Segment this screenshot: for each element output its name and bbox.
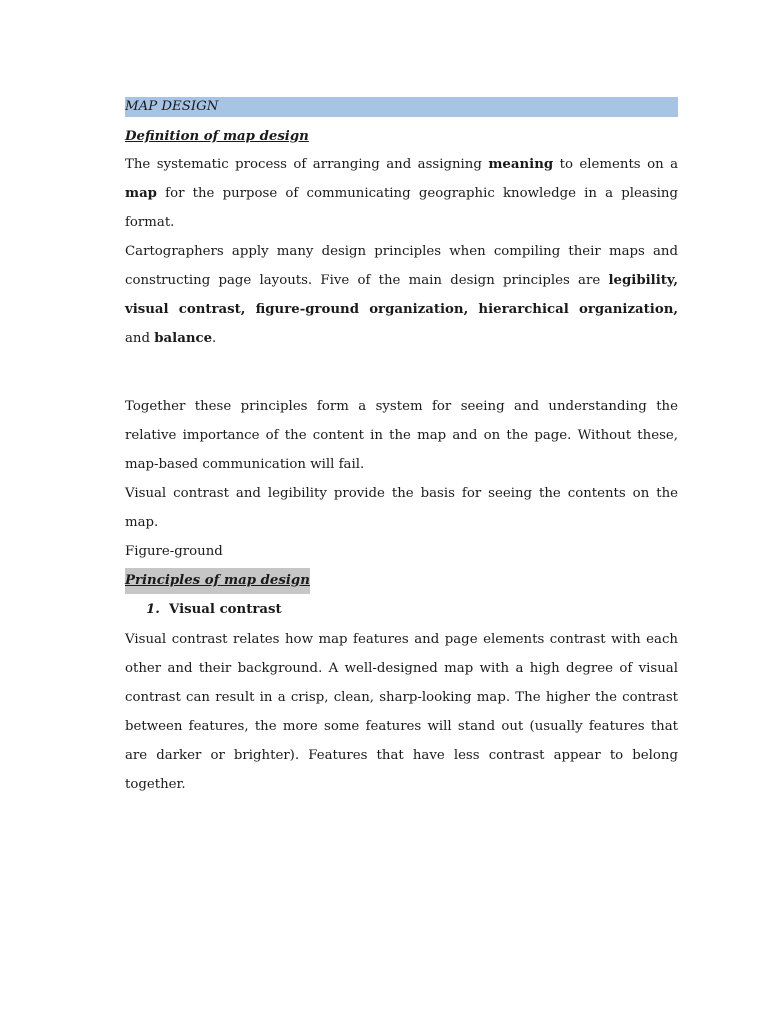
numbered-item-visual-contrast (146, 595, 678, 624)
bold-run-meaning: meaning (488, 157, 554, 172)
text-run: to elements on a (553, 157, 679, 172)
text-run: The systematic process of arranging and assigning (125, 157, 489, 172)
list-number: 1. (146, 602, 160, 617)
text-run: and (125, 331, 155, 346)
principles-heading: Principles of map design (125, 568, 310, 594)
bold-run-principles: legibility, visual contrast, figure-ground organization, hierarchical organization, (125, 273, 678, 317)
principles-intro-paragraph (125, 237, 678, 353)
system-paragraph: Together these principles form a system for seeing and understanding the relative importance of the content in the map and on the page. Without these, map-based communication will fail. (125, 399, 678, 472)
paragraph-spacer (125, 353, 678, 392)
definition-paragraph (125, 150, 678, 237)
bold-run-map: map (125, 186, 157, 201)
list-item-label: Visual contrast (169, 602, 282, 617)
figure-ground-line: Figure-ground (125, 544, 223, 559)
document-title: MAP DESIGN (125, 97, 678, 117)
document-body (125, 97, 678, 799)
text-run: for the purpose of communicating geographic knowledge in a pleasing format. (125, 186, 678, 230)
bold-run-balance: balance (154, 331, 213, 346)
contrast-legibility-paragraph: Visual contrast and legibility provide the basis for seeing the contents on the map. (125, 486, 678, 530)
visual-contrast-paragraph: Visual contrast relates how map features and page elements contrast with each other and their background. A well-designed map with a high degree of visual contrast can result in a crisp, clean, sharp-looking map. The higher the contrast between features, the more some features will stand out (usually features that are darker or brighter). Features that have less contrast appear to belong together. (125, 632, 678, 792)
text-run: . (212, 331, 217, 346)
text-run: Cartographers apply many design principles when compiling their maps and constructing page layouts. Five of the main design principles are (125, 244, 678, 288)
definition-heading: Definition of map design (125, 129, 309, 144)
